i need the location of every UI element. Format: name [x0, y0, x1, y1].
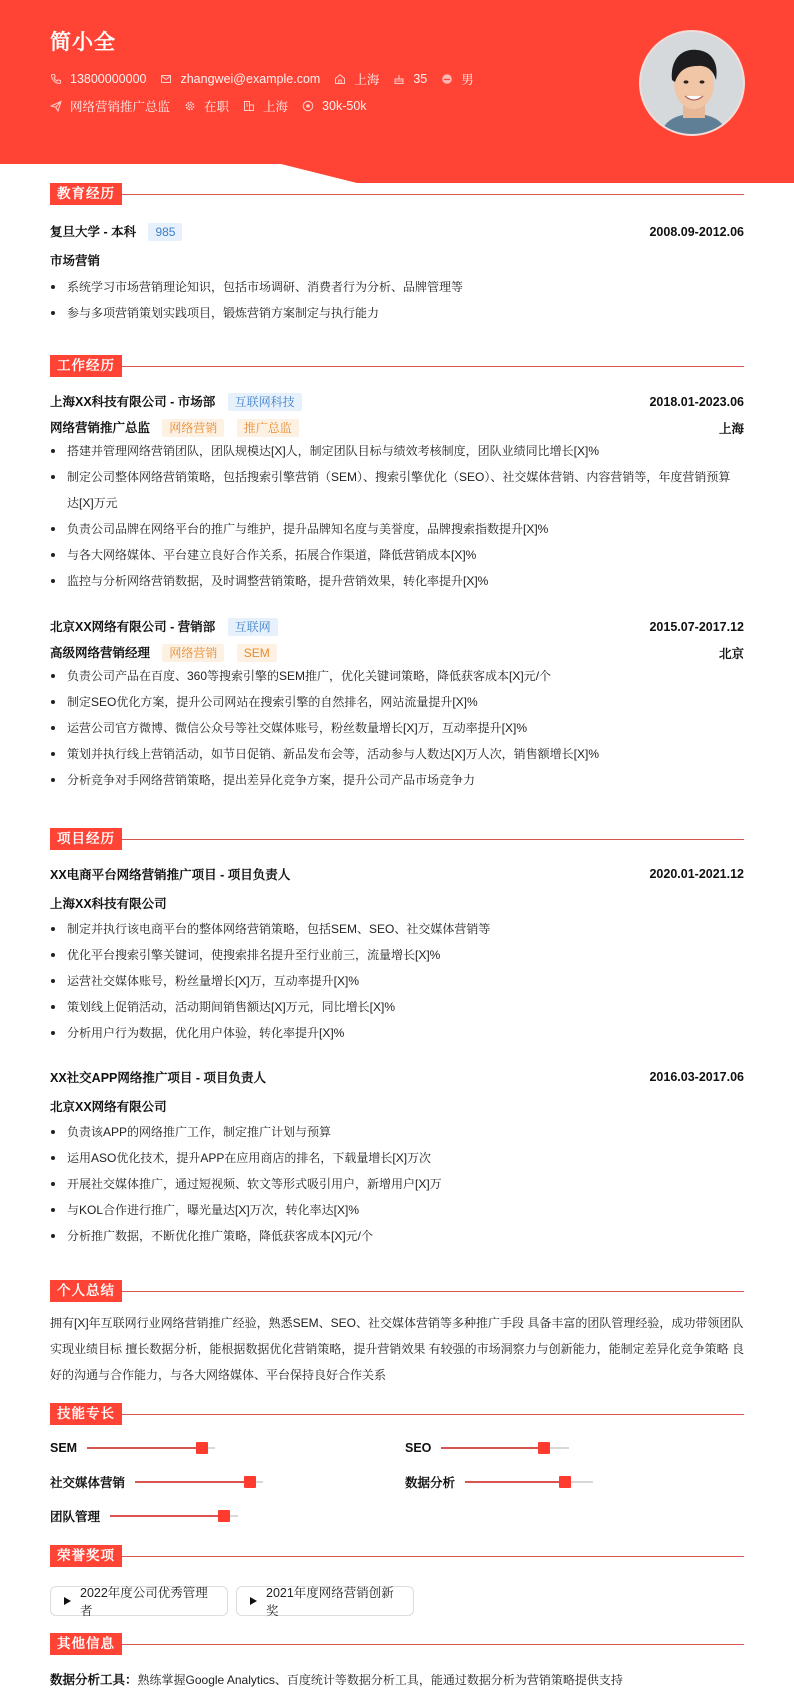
industry-tag: 互联网科技 — [228, 393, 302, 411]
summary-line: 好的沟通与合作能力，与各大网络媒体、平台保持良好合作关系 — [50, 1368, 387, 1382]
skill-bar-fill — [135, 1481, 250, 1483]
list-item: 负责该APP的网络推广工作，制定推广计划与预算 — [50, 1119, 744, 1145]
paper-plane-icon — [50, 100, 62, 112]
skill-bar-thumb — [218, 1510, 230, 1522]
project-name: XX社交APP网络推广项目 - 项目负责人 — [50, 1071, 266, 1085]
status-item — [184, 97, 229, 115]
list-item: 优化平台搜索引擎关键词，使搜索排名提升至行业前三，流量增长[X]% — [50, 942, 744, 968]
project-date: 2016.03-2017.06 — [649, 1070, 744, 1084]
section-header — [50, 1403, 744, 1425]
age-value: 35 — [413, 72, 428, 86]
mail-icon — [160, 73, 172, 85]
salary-item — [302, 99, 366, 113]
education-bullets — [50, 274, 744, 326]
section-header — [50, 1545, 744, 1567]
section-title-skills: 技能专长 — [50, 1403, 122, 1425]
phone-icon — [50, 73, 62, 85]
list-item: 开展社交媒体推广，通过短视频、软文等形式吸引用户，新增用户[X]万 — [50, 1171, 744, 1197]
work-date: 2018.01-2023.06 — [649, 394, 744, 409]
section-divider — [122, 1556, 744, 1557]
section-header — [50, 355, 744, 377]
project-bullets — [50, 1119, 744, 1249]
skill-social-media — [50, 1473, 263, 1491]
list-item: 搭建并管理网络营销团队，团队规模达[X]人，制定团队目标与绩效考核制度，团队业绩同比增长[X]% — [50, 438, 744, 464]
projects-section — [50, 828, 744, 1243]
other-info-line — [50, 1667, 744, 1693]
list-item: 分析推广数据，不断优化推广策略，降低获客成本[X]元/个 — [50, 1223, 744, 1249]
skill-label: 数据分析 — [405, 1476, 456, 1490]
job-title: 高级网络营销经理 — [50, 646, 151, 660]
city-item — [334, 70, 379, 88]
education-entry-header — [50, 222, 744, 241]
section-divider — [122, 1644, 744, 1645]
skill-bar-fill — [465, 1481, 565, 1483]
list-item: 监控与分析网络营销数据，及时调整营销策略，提升营销效果，转化率提升[X]% — [50, 568, 744, 594]
section-header — [50, 183, 744, 205]
skill-bar — [87, 1447, 215, 1449]
major-row — [50, 251, 744, 269]
skill-bar-fill — [441, 1447, 543, 1449]
city-value: 上海 — [354, 73, 380, 87]
award-label: 2022年度公司优秀管理者 — [80, 1586, 208, 1618]
awards-section — [50, 1545, 744, 1618]
work-bullets — [50, 663, 744, 793]
phone-item — [50, 72, 146, 86]
gender-icon — [441, 73, 453, 85]
list-item: 制定并执行该电商平台的整体网络营销策略，包括SEM、SEO、社交媒体营销等 — [50, 916, 744, 942]
skill-label: 社交媒体营销 — [50, 1476, 126, 1490]
other-info-text: 熟练掌握Google Analytics、百度统计等数据分析工具，能通过数据分析为营销策略提供支持 — [137, 1673, 623, 1687]
awards-list — [50, 1586, 744, 1616]
summary-section — [50, 1280, 745, 1382]
skill-bar-thumb — [559, 1476, 571, 1488]
skill-bar-thumb — [196, 1442, 208, 1454]
section-divider — [122, 1414, 744, 1415]
summary-line: 拥有[X]年互联网行业网络营销推广经验，熟悉SEM、SEO、社交媒体营销等多种推广手段 具备丰富的团队管理经验，成功带领团队 — [50, 1316, 744, 1330]
education-date: 2008.09-2012.06 — [649, 224, 744, 239]
list-item: 负责公司产品在百度、360等搜索引擎的SEM推广，优化关键词策略，降低获客成本[X]元/个 — [50, 663, 744, 689]
skills-section — [50, 1403, 744, 1524]
list-item: 与各大网络媒体、平台建立良好合作关系，拓展合作渠道，降低营销成本[X]% — [50, 542, 744, 568]
phone-value: 13800000000 — [70, 72, 147, 86]
gear-icon — [184, 100, 196, 112]
email-item — [160, 72, 320, 86]
other-section — [50, 1633, 744, 1687]
list-item: 负责公司品牌在网络平台的推广与维护，提升品牌知名度与美誉度，品牌搜索指数提升[X]% — [50, 516, 744, 542]
major: 市场营销 — [50, 254, 101, 268]
work-location: 北京 — [718, 646, 744, 661]
gender-item — [441, 70, 474, 88]
cake-icon — [393, 73, 405, 85]
skill-data-analysis — [405, 1473, 593, 1491]
work-entry-header — [50, 617, 744, 636]
list-item: 分析用户行为数据，优化用户体验，转化率提升[X]% — [50, 1020, 744, 1046]
award-item — [236, 1586, 414, 1616]
section-header — [50, 828, 744, 850]
project-company-row — [50, 1097, 744, 1115]
resume-header — [0, 0, 794, 184]
project-entry-header — [50, 1068, 744, 1086]
building-icon — [243, 100, 255, 112]
target-position-value: 网络营销推广总监 — [70, 100, 171, 114]
section-divider — [122, 1291, 744, 1292]
project-bullets — [50, 916, 744, 1046]
section-title-awards: 荣誉奖项 — [50, 1545, 122, 1567]
section-title-work: 工作经历 — [50, 355, 122, 377]
section-divider — [122, 839, 744, 840]
candidate-name: 简小全 — [50, 31, 116, 54]
project-name: XX电商平台网络营销推广项目 - 项目负责人 — [50, 868, 291, 882]
skill-bar-thumb — [538, 1442, 550, 1454]
home-icon — [334, 73, 346, 85]
skill-team-management — [50, 1507, 238, 1525]
skill-label: SEO — [405, 1441, 432, 1455]
triangle-right-icon — [64, 1597, 71, 1605]
target-city-item — [243, 97, 288, 115]
status-value: 在职 — [204, 100, 230, 114]
work-date: 2015.07-2017.12 — [649, 619, 744, 634]
skill-bar-thumb — [244, 1476, 256, 1488]
skill-bar — [465, 1481, 593, 1483]
summary-text — [50, 1310, 744, 1388]
skill-seo — [405, 1439, 569, 1457]
salary-value: 30k-50k — [322, 99, 367, 113]
money-icon — [302, 100, 314, 112]
list-item: 运用ASO优化技术，提升APP在应用商店的排名，下载量增长[X]万次 — [50, 1145, 744, 1171]
section-header — [50, 1633, 744, 1655]
section-title-education: 教育经历 — [50, 183, 122, 205]
project-company: 上海XX科技有限公司 — [50, 897, 167, 911]
work-title-row — [50, 418, 744, 437]
skill-tag: 网络营销 — [162, 644, 224, 662]
section-title-projects: 项目经历 — [50, 828, 122, 850]
skill-tag: SEM — [237, 644, 277, 662]
skill-tag: 网络营销 — [162, 419, 224, 437]
work-entry-header — [50, 392, 744, 411]
list-item: 系统学习市场营销理论知识，包括市场调研、消费者行为分析、品牌管理等 — [50, 274, 744, 300]
list-item: 制定公司整体网络营销策略，包括搜索引擎营销（SEM）、搜索引擎优化（SEO）、社交媒体营销、内容营销等，年度营销预算达[X]万元 — [50, 464, 744, 516]
list-item: 运营公司官方微博、微信公众号等社交媒体账号，粉丝数量增长[X]万，互动率提升[X]% — [50, 715, 744, 741]
work-title-row — [50, 643, 744, 662]
work-location: 上海 — [718, 421, 744, 436]
contact-row — [50, 70, 488, 88]
work-bullets — [50, 438, 744, 594]
age-item — [393, 72, 427, 86]
avatar — [639, 30, 745, 136]
project-entry-header — [50, 865, 744, 883]
award-label: 2021年度网络营销创新奖 — [266, 1586, 394, 1618]
list-item: 与KOL合作进行推广，曝光量达[X]万次，转化率达[X]% — [50, 1197, 744, 1223]
list-item: 策划并执行线上营销活动，如节日促销、新品发布会等，活动参与人数达[X]万人次，销售额增长[X]% — [50, 741, 744, 767]
gender-value: 男 — [461, 73, 474, 87]
skill-bar — [135, 1481, 263, 1483]
skill-bar-fill — [87, 1447, 202, 1449]
section-divider — [122, 366, 744, 367]
skill-label: 团队管理 — [50, 1510, 101, 1524]
industry-tag: 互联网 — [228, 618, 278, 636]
education-section — [50, 183, 744, 320]
project-date: 2020.01-2021.12 — [649, 867, 744, 881]
section-title-other: 其他信息 — [50, 1633, 122, 1655]
section-title-summary: 个人总结 — [50, 1280, 122, 1302]
triangle-right-icon — [250, 1597, 257, 1605]
section-header — [50, 1280, 744, 1302]
award-item — [50, 1586, 228, 1616]
school-name: 复旦大学 - 本科 — [50, 225, 137, 239]
skill-label: SEM — [50, 1441, 78, 1455]
list-item: 参与多项营销策划实践项目，锻炼营销方案制定与执行能力 — [50, 300, 744, 326]
project-company: 北京XX网络有限公司 — [50, 1100, 167, 1114]
list-item: 制定SEO优化方案，提升公司网站在搜索引擎的自然排名，网站流量提升[X]% — [50, 689, 744, 715]
list-item: 策划线上促销活动，活动期间销售额达[X]万元，同比增长[X]% — [50, 994, 744, 1020]
skill-bar-fill — [110, 1515, 224, 1517]
skill-bar — [441, 1447, 569, 1449]
email-value: zhangwei@example.com — [180, 72, 321, 86]
list-item: 分析竞争对手网络营销策略，提出差异化竞争方案，提升公司产品市场竞争力 — [50, 767, 744, 793]
list-item: 运营社交媒体账号，粉丝量增长[X]万，互动率提升[X]% — [50, 968, 744, 994]
target-position-item — [50, 97, 170, 115]
job-title: 网络营销推广总监 — [50, 421, 151, 435]
summary-line: 实现业绩目标 擅长数据分析，能根据数据优化营销策略，提升营销效果 有较强的市场洞察力与创新能力，能制定差异化竞争策略 良 — [50, 1342, 745, 1356]
job-intent-row — [50, 97, 381, 115]
skill-tag: 推广总监 — [237, 419, 299, 437]
portrait-image — [641, 32, 745, 136]
project-company-row — [50, 894, 744, 912]
company-name: 北京XX网络有限公司 - 营销部 — [50, 620, 216, 634]
section-divider — [122, 194, 744, 195]
school-tag: 985 — [148, 223, 182, 241]
target-city-value: 上海 — [263, 100, 289, 114]
company-name: 上海XX科技有限公司 - 市场部 — [50, 395, 216, 409]
skill-bar — [110, 1515, 238, 1517]
skill-sem — [50, 1439, 215, 1457]
work-section — [50, 355, 744, 787]
other-info-label: 数据分析工具： — [50, 1673, 138, 1687]
